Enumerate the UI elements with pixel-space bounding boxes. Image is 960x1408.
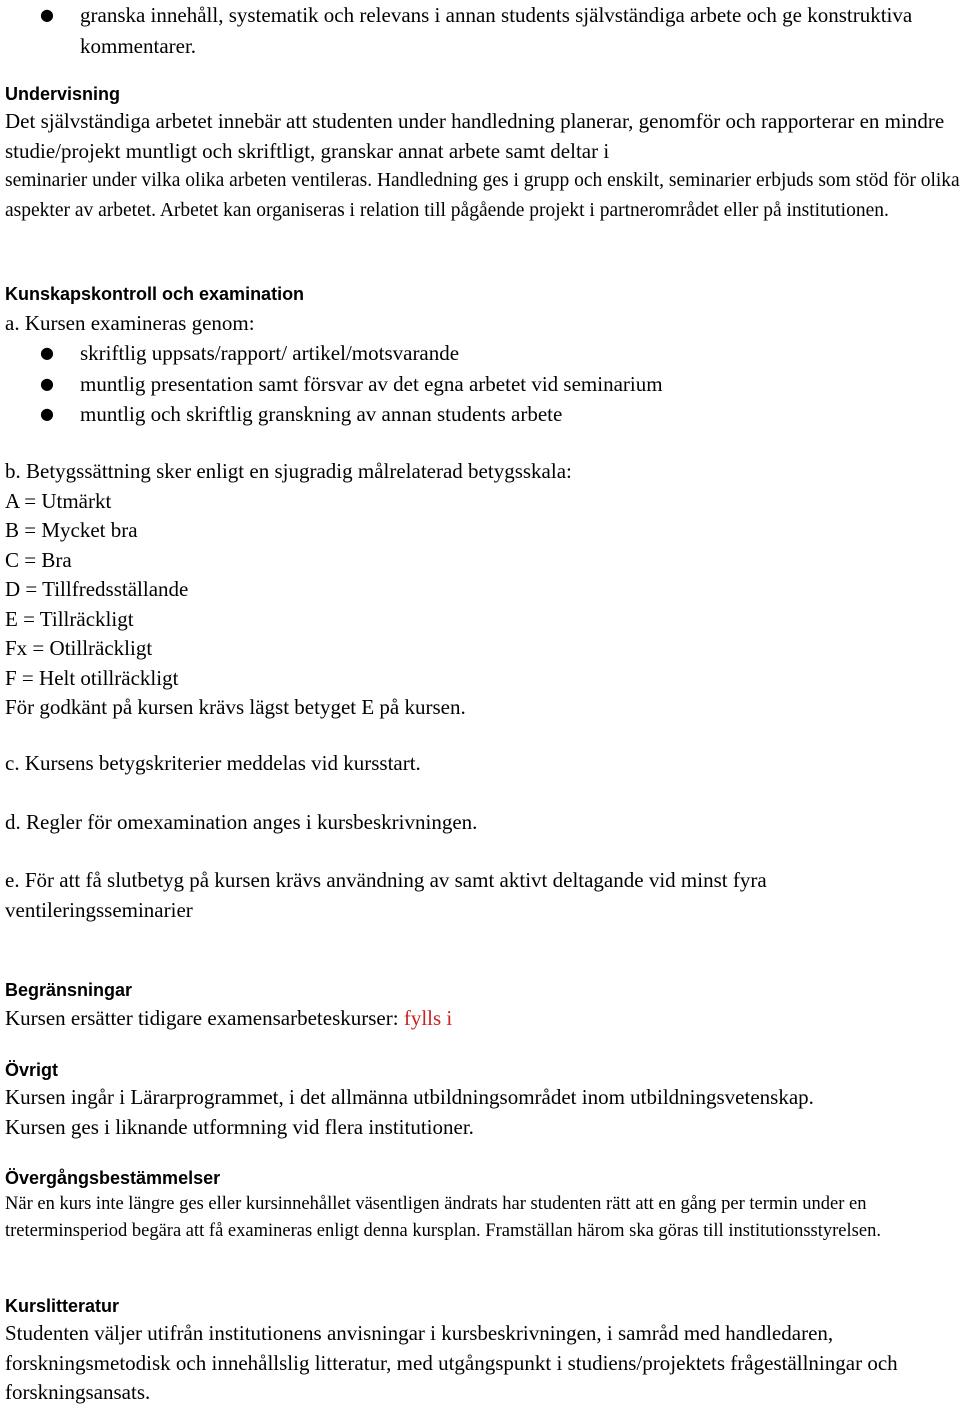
grade-item: F = Helt otillräckligt bbox=[5, 665, 179, 690]
overgang-text: När en kurs inte längre ges eller kursinnehållet väsentligen ändrats har studenten rätt att en gång per termin under en treterminsperiod begära att få examineras enligt denna kursplan. Framställan härom ska göras till institutionsstyrelsen. bbox=[5, 1194, 881, 1241]
list-item: ● muntlig och skriftlig granskning av annan students arbete bbox=[0, 399, 950, 430]
list-item: ● granska innehåll, systematik och relevans i annan students självständiga arbete och ge konstruktiva kommentarer. bbox=[0, 0, 950, 61]
list-item: ● skriftlig uppsats/rapport/ artikel/motsvarande bbox=[0, 338, 950, 369]
section-heading-begransningar: Begränsningar bbox=[5, 980, 133, 1000]
section-heading-undervisning: Undervisning bbox=[5, 84, 121, 104]
section-heading-ovrigt: Övrigt bbox=[5, 1060, 59, 1080]
fill-in-placeholder: fylls i bbox=[403, 1006, 453, 1030]
bullet-icon: ● bbox=[40, 5, 54, 24]
section-heading-overgang: Övergångsbestämmelser bbox=[5, 1168, 221, 1188]
list-item: ● muntlig presentation samt försvar av det egna arbetet vid seminarium bbox=[0, 369, 950, 400]
grading-intro: b. Betygssättning sker enligt en sjugradig målrelaterad betygsskala: bbox=[5, 459, 572, 483]
bullet-icon: ● bbox=[40, 404, 54, 423]
section-heading-kurslitteratur: Kurslitteratur bbox=[5, 1296, 120, 1316]
examination-c: c. Kursens betygskriterier meddelas vid kursstart. bbox=[5, 751, 421, 775]
bullet-icon: ● bbox=[40, 343, 54, 362]
section-heading-examination: Kunskapskontroll och examination bbox=[5, 284, 305, 304]
ovrigt-text: Kursen ingår i Lärarprogrammet, i det allmänna utbildningsområdet inom utbildningsvetenskap. Kursen ges i liknande utformning vid flera institutioner. bbox=[5, 1085, 814, 1139]
begransningar-text: Kursen ersätter tidigare examensarbeteskurser: fylls i bbox=[5, 1006, 453, 1030]
grade-item: Fx = Otillräckligt bbox=[5, 636, 153, 660]
top-bullet-list bbox=[0, 0, 950, 61]
grade-item: B = Mycket bra bbox=[5, 518, 138, 542]
grade-note: För godkänt på kursen krävs lägst betyget E på kursen. bbox=[5, 695, 466, 719]
grade-item: E = Tillräckligt bbox=[5, 606, 134, 631]
kurslitteratur-text: Studenten väljer utifrån institutionens anvisningar i kursbeskrivningen, i samråd med handledaren, forskningsmetodisk och innehållslig litteratur, med utgångspunkt i studiens/projektets frågeställningar och forskningsansats. bbox=[5, 1321, 898, 1404]
grade-item: D = Tillfredsställande bbox=[5, 577, 189, 601]
examination-e: e. För att få slutbetyg på kursen krävs användning av samt aktivt deltagande vid minst fyra ventileringsseminarier bbox=[5, 868, 767, 922]
grade-item: A = Utmärkt bbox=[5, 488, 112, 513]
bullet-icon: ● bbox=[40, 373, 54, 393]
undervisning-paragraph-2: seminarier under vilka olika arbeten ventileras. Handledning ges i grupp och enskilt, seminarier erbjuds som stöd för olika aspekter av arbetet. Arbetet kan organiseras i relation till pågående projekt i partnerområdet eller på institutionen. bbox=[5, 170, 960, 221]
examination-a-intro: a. Kursen examineras genom: bbox=[5, 311, 255, 335]
grade-item: C = Bra bbox=[5, 547, 72, 572]
examination-method-list bbox=[0, 338, 950, 430]
examination-d: d. Regler för omexamination anges i kursbeskrivningen. bbox=[5, 810, 478, 834]
grading-block bbox=[5, 457, 572, 723]
undervisning-paragraph-1: Det självständiga arbetet innebär att studenten under handledning planerar, genomför och rapporterar en mindre studie/projekt muntligt och skriftligt, granskar annat arbete samt deltar i bbox=[5, 109, 945, 163]
